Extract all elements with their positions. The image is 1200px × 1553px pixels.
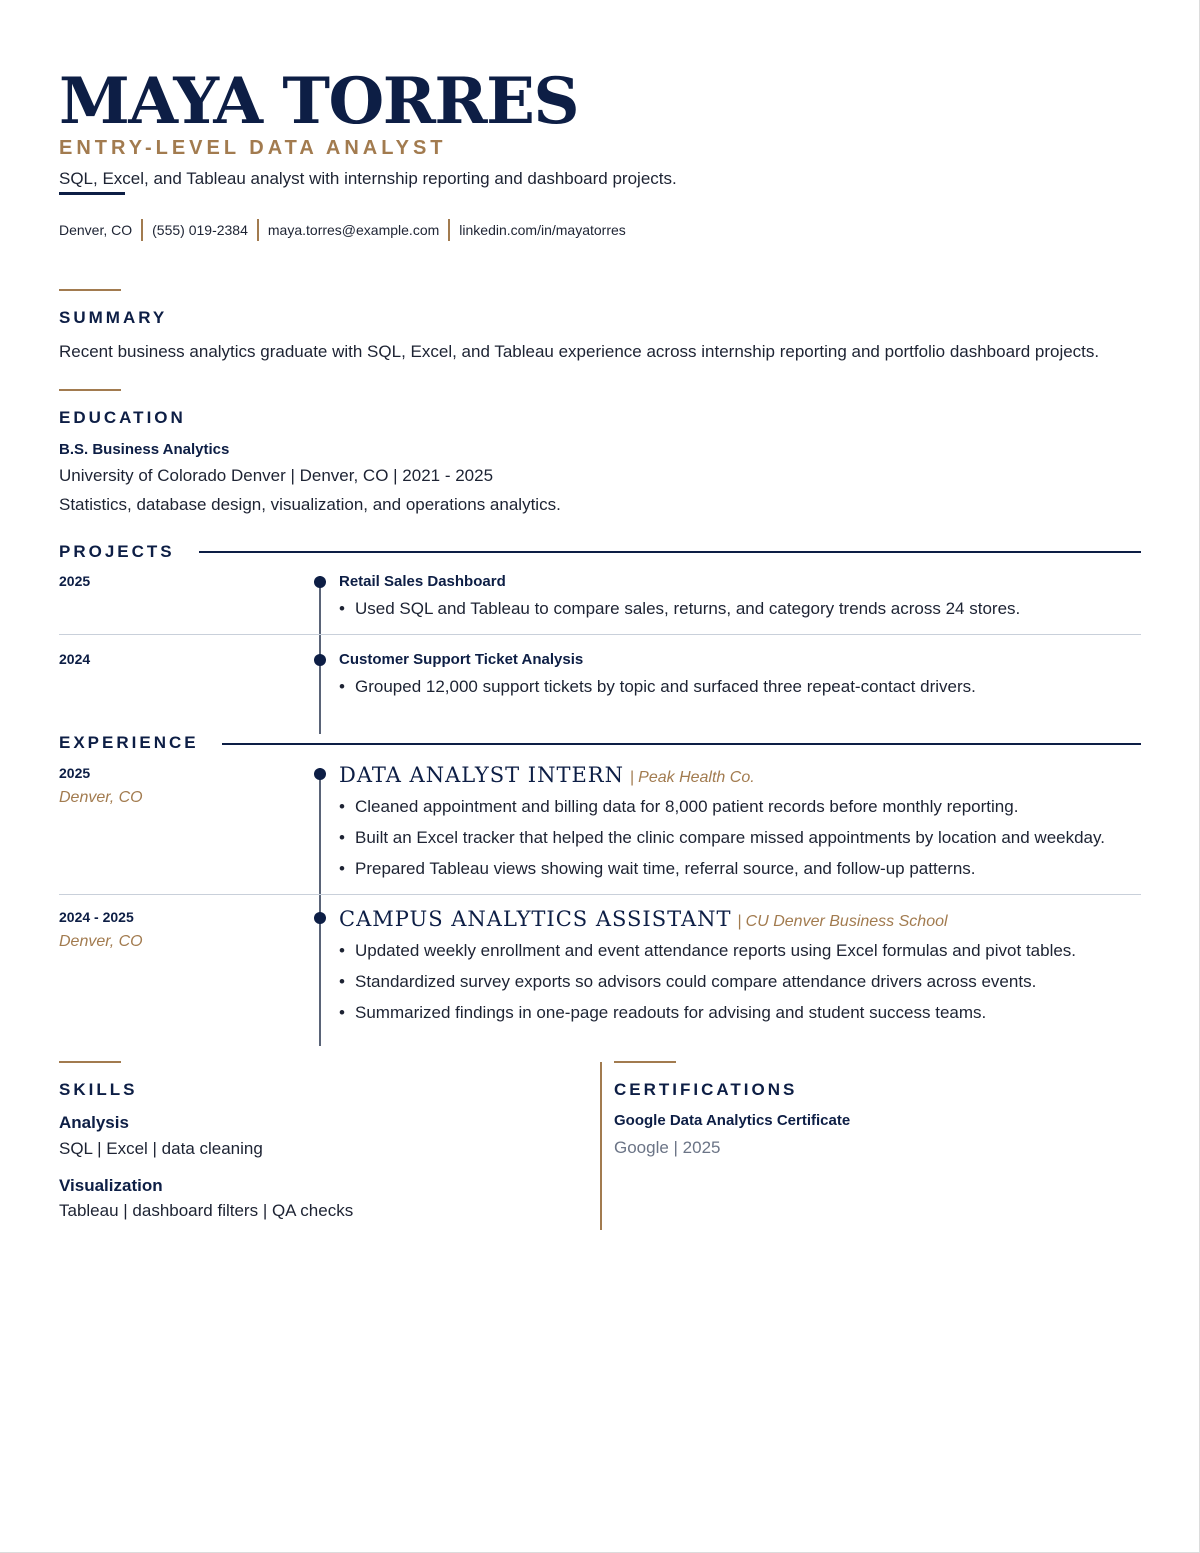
job-title: CAMPUS ANALYTICS ASSISTANT | CU Denver Business School: [339, 907, 948, 931]
column-divider: [600, 1062, 602, 1230]
candidate-name: MAYA TORRES: [59, 64, 579, 139]
row-separator: [59, 634, 1141, 635]
timeline-dot: [314, 768, 326, 780]
experience-bullet: • Prepared Tableau views showing wait time, referral source, and follow-up patterns.: [339, 859, 976, 878]
education-description: Statistics, database design, visualization, and operations analytics.: [59, 495, 561, 514]
experience-bullet: • Standardized survey exports so advisors could compare attendance drivers across events.: [339, 972, 1037, 991]
row-separator: [59, 894, 1141, 895]
project-year: 2025: [59, 573, 91, 589]
tagline-underline: [59, 192, 125, 195]
projects-rule: [199, 551, 1141, 553]
skill-list: SQL | Excel | data cleaning: [59, 1139, 263, 1158]
experience-bullet: • Summarized findings in one-page readouts for advising and student success teams.: [339, 1003, 987, 1022]
certification-name: Google Data Analytics Certificate: [614, 1112, 851, 1129]
contact-separator: [257, 219, 259, 241]
experience-bullet: • Cleaned appointment and billing data for 8,000 patient records before monthly reporting.: [339, 797, 1019, 816]
summary-accent-line: [59, 289, 121, 291]
education-school: University of Colorado Denver | Denver, CO | 2021 - 2025: [59, 466, 494, 485]
certification-meta: Google | 2025: [614, 1138, 721, 1157]
contact-bar: [59, 219, 626, 241]
skills-heading: SKILLS: [59, 1080, 138, 1099]
certifications-heading: CERTIFICATIONS: [614, 1080, 798, 1099]
project-year: 2024: [59, 651, 91, 667]
skill-category: Visualization: [59, 1176, 163, 1195]
project-bullet: • Grouped 12,000 support tickets by topic and surfaced three repeat-contact drivers.: [339, 677, 976, 696]
experience-heading: EXPERIENCE: [59, 733, 199, 752]
experience-bullet: • Updated weekly enrollment and event attendance reports using Excel formulas and pivot tables.: [339, 941, 1077, 960]
job-title: DATA ANALYST INTERN | Peak Health Co.: [339, 763, 755, 787]
job-organization: CU Denver Business School: [745, 913, 948, 930]
education-accent-line: [59, 389, 121, 391]
contact-location: Denver, CO: [59, 222, 133, 238]
contact-separator: [448, 219, 450, 241]
timeline-dot: [314, 912, 326, 924]
candidate-role: ENTRY-LEVEL DATA ANALYST: [59, 137, 447, 159]
contact-linkedin[interactable]: linkedin.com/in/mayatorres: [459, 222, 626, 238]
timeline-dot: [314, 654, 326, 666]
experience-location: Denver, CO: [59, 789, 143, 806]
project-bullet: • Used SQL and Tableau to compare sales, returns, and category trends across 24 stores.: [339, 599, 1021, 618]
experience-location: Denver, CO: [59, 933, 143, 950]
project-title: Customer Support Ticket Analysis: [339, 651, 584, 668]
skill-list: Tableau | dashboard filters | QA checks: [59, 1201, 354, 1220]
education-degree: B.S. Business Analytics: [59, 441, 230, 458]
experience-bullet: • Built an Excel tracker that helped the clinic compare missed appointments by location and weekday.: [339, 828, 1105, 847]
skill-category: Analysis: [59, 1113, 129, 1132]
tagline: SQL, Excel, and Tableau analyst with internship reporting and dashboard projects.: [59, 169, 677, 188]
skills-accent-line: [59, 1061, 121, 1063]
experience-rule: [222, 743, 1141, 745]
contact-separator: [141, 219, 143, 241]
projects-heading: PROJECTS: [59, 542, 175, 561]
experience-year: 2025: [59, 765, 91, 781]
job-organization: Peak Health Co.: [638, 769, 755, 786]
experience-timeline: [319, 768, 321, 1046]
summary-text: Recent business analytics graduate with SQL, Excel, and Tableau experience across internship reporting and portfolio dashboard projects.: [59, 342, 1100, 361]
summary-heading: SUMMARY: [59, 308, 168, 327]
certifications-accent-line: [614, 1061, 676, 1063]
education-heading: EDUCATION: [59, 408, 186, 427]
experience-year: 2024 - 2025: [59, 909, 134, 925]
project-title: Retail Sales Dashboard: [339, 573, 506, 590]
contact-phone: (555) 019-2384: [152, 222, 248, 238]
contact-email[interactable]: maya.torres@example.com: [267, 222, 440, 238]
timeline-dot: [314, 576, 326, 588]
